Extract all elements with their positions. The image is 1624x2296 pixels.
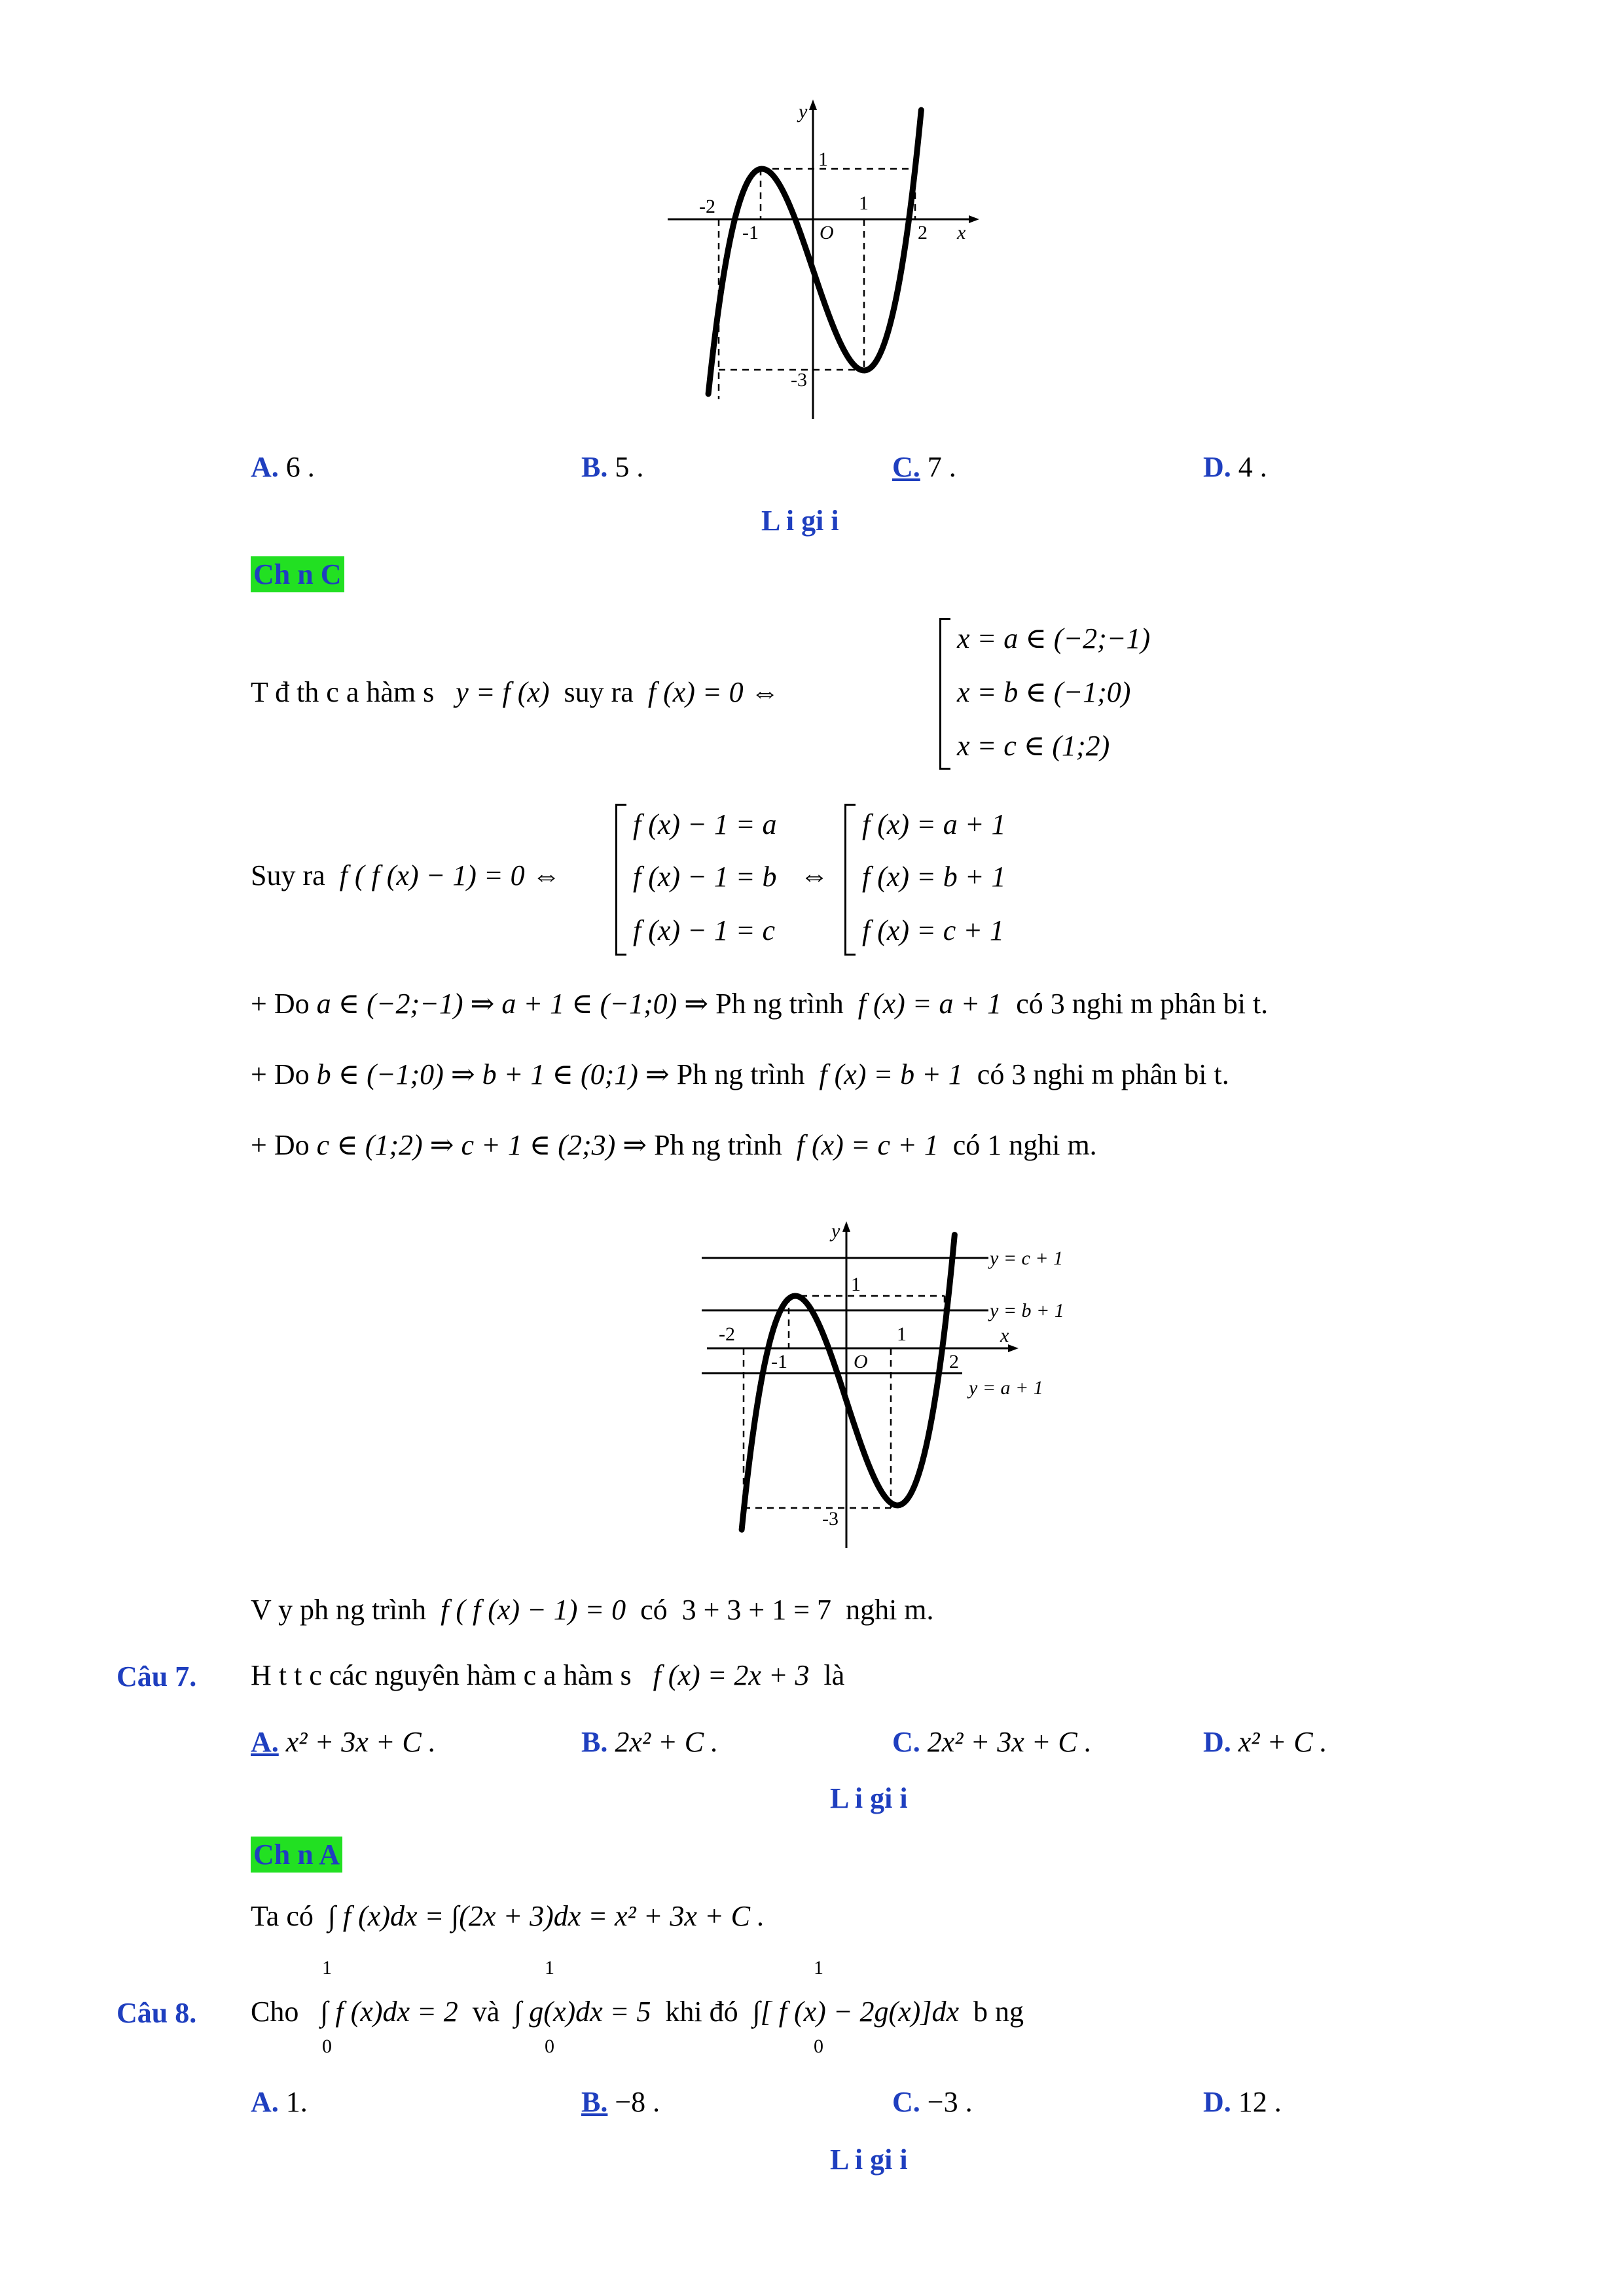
case1-b: x = b ∈ (−1;0) [957, 676, 1131, 708]
y-label: y [799, 101, 808, 122]
label-minus-one: -1 [771, 1351, 787, 1372]
case2b-b: f (x) = b + 1 [862, 861, 1006, 893]
graph-2 [694, 1217, 1113, 1558]
do-line-b: + Do b ∈ (−1;0) ⇒ b + 1 ∈ (0;1) ⇒ Ph ng trình f (x) = b + 1 có 3 nghi m phân bi t. [251, 1058, 1229, 1090]
label-minus-three: -3 [791, 369, 807, 391]
cubic-curve [708, 110, 921, 394]
do-line-c: + Do c ∈ (1;2) ⇒ c + 1 ∈ (2;3) ⇒ Ph ng trình f (x) = c + 1 có 1 nghi m. [251, 1129, 1097, 1161]
q6-option-a[interactable]: A. 6 . [251, 451, 315, 483]
cases1-bracket [939, 618, 950, 770]
case1-c: x = c ∈ (1;2) [957, 730, 1110, 762]
q7-option-a[interactable]: A. x² + 3x + C . [251, 1726, 436, 1758]
label-y-b-plus-1: y = b + 1 [990, 1300, 1064, 1321]
q8-question: Cho ∫ f (x)dx = 2 và ∫ g(x)dx = 5 khi đó ∫[ f (x) − 2g(x)]dx b ng [251, 1996, 1024, 2028]
int2-upper: 1 [545, 1957, 554, 1979]
label-one-x: 1 [859, 192, 869, 214]
x-label: x [957, 222, 966, 243]
q8-option-a[interactable]: A. 1. [251, 2086, 308, 2118]
x-label: x [1000, 1325, 1009, 1346]
q7-option-c[interactable]: C. 2x² + 3x + C . [892, 1726, 1092, 1758]
y-axis-arrow-icon [842, 1221, 850, 1232]
q8-option-c[interactable]: C. −3 . [892, 2086, 973, 2118]
q7-chosen-answer: Ch n A [251, 1837, 342, 1873]
cubic-curve [742, 1235, 954, 1530]
cases2a-bracket [615, 804, 626, 956]
int3-upper: 1 [814, 1957, 823, 1979]
case2b-c: f (x) = c + 1 [862, 914, 1004, 946]
label-minus-two: -2 [699, 196, 715, 217]
x-axis-arrow-icon [1008, 1344, 1019, 1352]
int1-upper: 1 [322, 1957, 332, 1979]
equiv-arrow: ⇔ [800, 859, 829, 891]
graph-1 [661, 98, 988, 425]
q8-number: Câu 8. [117, 1997, 197, 2029]
label-one-y: 1 [818, 149, 828, 170]
case2a-a: f (x) − 1 = a [633, 808, 777, 840]
do-line-a: + Do a ∈ (−2;−1) ⇒ a + 1 ∈ (−1;0) ⇒ Ph ng trình f (x) = a + 1 có 3 nghi m phân bi t. [251, 988, 1269, 1020]
q7-number: Câu 7. [117, 1660, 197, 1693]
label-two: 2 [949, 1351, 959, 1372]
conclusion-line: V y ph ng trình f ( f (x) − 1) = 0 có 3 + 3 + 1 = 7 nghi m. [251, 1594, 934, 1626]
q6-solution-header: L i gi i [761, 505, 839, 537]
y-label: y [831, 1220, 840, 1242]
q6-option-b[interactable]: B. 5 . [581, 451, 644, 483]
label-y-a-plus-1: y = a + 1 [969, 1377, 1043, 1399]
case2b-a: f (x) = a + 1 [862, 808, 1006, 840]
int3-lower: 0 [814, 2036, 823, 2057]
q6-line1: T đ th c a hàm s y = f (x) suy ra f (x) = 0 ⇔ [251, 676, 780, 708]
label-one-y: 1 [851, 1274, 861, 1295]
label-origin: O [820, 222, 834, 243]
q7-question: H t t c các nguyên hàm c a hàm s f (x) = 2x + 3 là [251, 1659, 845, 1691]
q6-line2: Suy ra f ( f (x) − 1) = 0 ⇔ [251, 859, 561, 891]
q8-option-d[interactable]: D. 12 . [1203, 2086, 1282, 2118]
case1-a: x = a ∈ (−2;−1) [957, 622, 1151, 655]
y-axis-arrow-icon [809, 99, 817, 110]
case2a-c: f (x) − 1 = c [633, 914, 775, 946]
q6-chosen-answer: Ch n C [251, 556, 344, 592]
q6-option-c[interactable]: C. 7 . [892, 451, 956, 483]
cases2b-bracket [844, 804, 856, 956]
label-y-c-plus-1: y = c + 1 [990, 1247, 1064, 1269]
q8-option-b[interactable]: B. −8 . [581, 2086, 660, 2118]
label-minus-two: -2 [719, 1323, 735, 1345]
q7-option-b[interactable]: B. 2x² + C . [581, 1726, 719, 1758]
int1-lower: 0 [322, 2036, 332, 2057]
q7-working: Ta có ∫ f (x)dx = ∫(2x + 3)dx = x² + 3x + C . [251, 1900, 765, 1932]
label-minus-one: -1 [742, 222, 759, 243]
case2a-b: f (x) − 1 = b [633, 861, 777, 893]
label-origin: O [854, 1351, 868, 1372]
q6-option-d[interactable]: D. 4 . [1203, 451, 1267, 483]
int2-lower: 0 [545, 2036, 554, 2057]
q8-solution-header: L i gi i [830, 2144, 908, 2176]
q7-option-d[interactable]: D. x² + C . [1203, 1726, 1327, 1758]
x-axis-arrow-icon [969, 215, 979, 223]
label-one-x: 1 [897, 1323, 907, 1345]
label-two: 2 [918, 222, 928, 243]
q7-solution-header: L i gi i [830, 1782, 908, 1814]
label-minus-three: -3 [822, 1508, 839, 1530]
